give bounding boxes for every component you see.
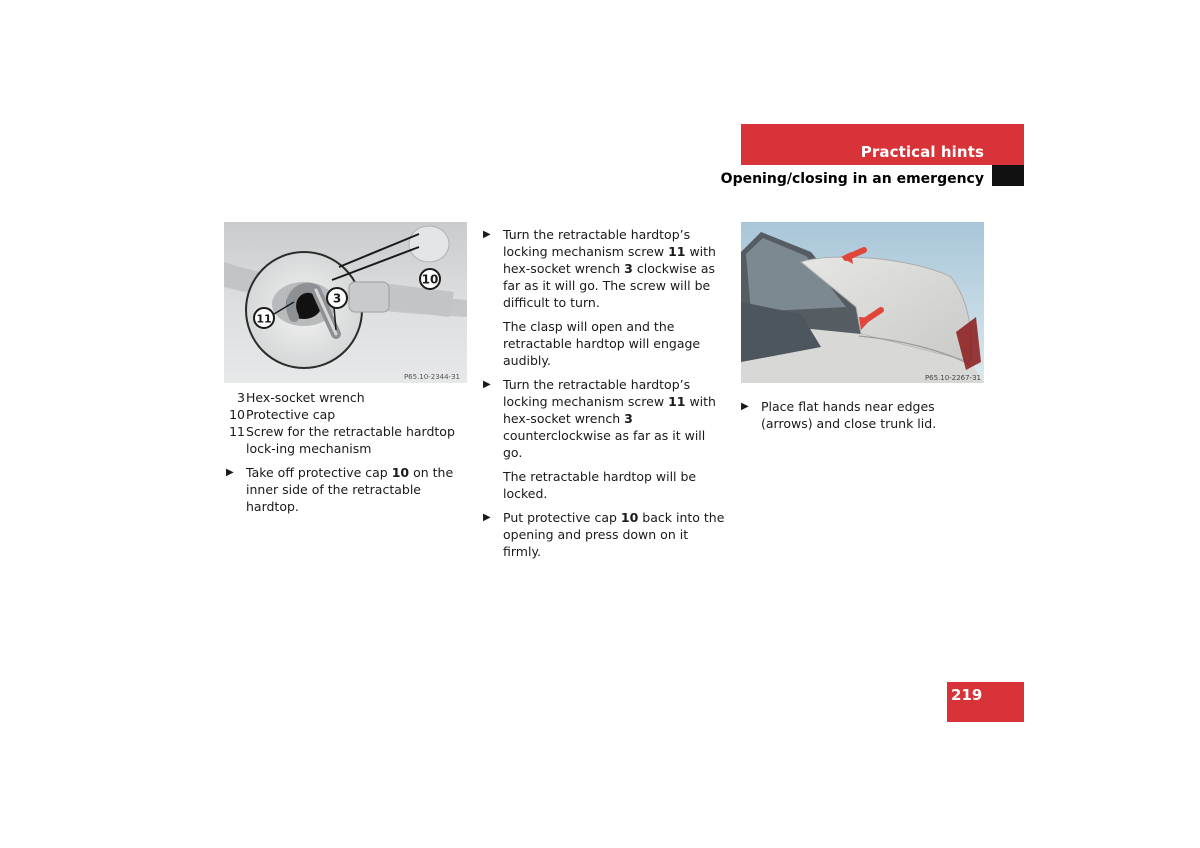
instruction-step: ▶ Place flat hands near edges (arrows) and close trunk lid. (741, 399, 937, 431)
bullet-arrow-icon: ▶ (741, 401, 749, 412)
figure-hardtop-screw (224, 222, 467, 383)
bullet-arrow-icon: ▶ (483, 379, 491, 390)
instruction-step: ▶ Put protective cap 10 back into the opening and press down on it firmly. (483, 510, 725, 559)
instruction-step: ▶ Turn the retractable hardtop’s locking mechanism screw 11 with hex-socket wrench 3 counterclockwise as far as it will go. (483, 377, 716, 460)
svg-text:11: 11 (256, 312, 272, 326)
bullet-arrow-icon: ▶ (483, 512, 491, 523)
subsection-title: Opening/closing in an emergency (720, 171, 984, 187)
page-number: 219 (951, 686, 983, 704)
legend-item: 3 Hex-socket wrench (237, 390, 365, 405)
legend-item: 11 Screw for the retractable hardtop lock-ing mechanism (229, 424, 455, 456)
legend-item: 10 Protective cap (229, 407, 336, 422)
instruction-step: ▶ Take off protective cap 10 on the inner side of the retractable hardtop. (226, 465, 454, 514)
callout-3 (327, 288, 347, 308)
result-note: The clasp will open and the retractable hardtop will engage audibly. (503, 319, 701, 368)
callout-10 (420, 269, 440, 289)
section-title: Practical hints (860, 143, 984, 161)
column-3 (741, 391, 986, 432)
svg-text:3: 3 (332, 291, 342, 306)
callout-11 (254, 308, 274, 328)
bullet-arrow-icon: ▶ (483, 229, 491, 240)
figure-trunk-lid (741, 222, 984, 383)
instruction-step: ▶ Turn the retractable hardtop’s locking mechanism screw 11 with hex-socket wrench 3 clockwise as far as it will go. The screw will be difficult to turn. (483, 227, 716, 310)
figure-code: P65.10-2267-31 (924, 374, 981, 382)
column-1 (226, 389, 471, 515)
column-2 (483, 219, 728, 560)
subsection-marker (992, 165, 1024, 186)
bullet-arrow-icon: ▶ (226, 467, 234, 478)
figure-code: P65.10-2344-31 (403, 373, 460, 381)
result-note: The retractable hardtop will be locked. (503, 469, 697, 501)
svg-text:10: 10 (421, 272, 439, 287)
